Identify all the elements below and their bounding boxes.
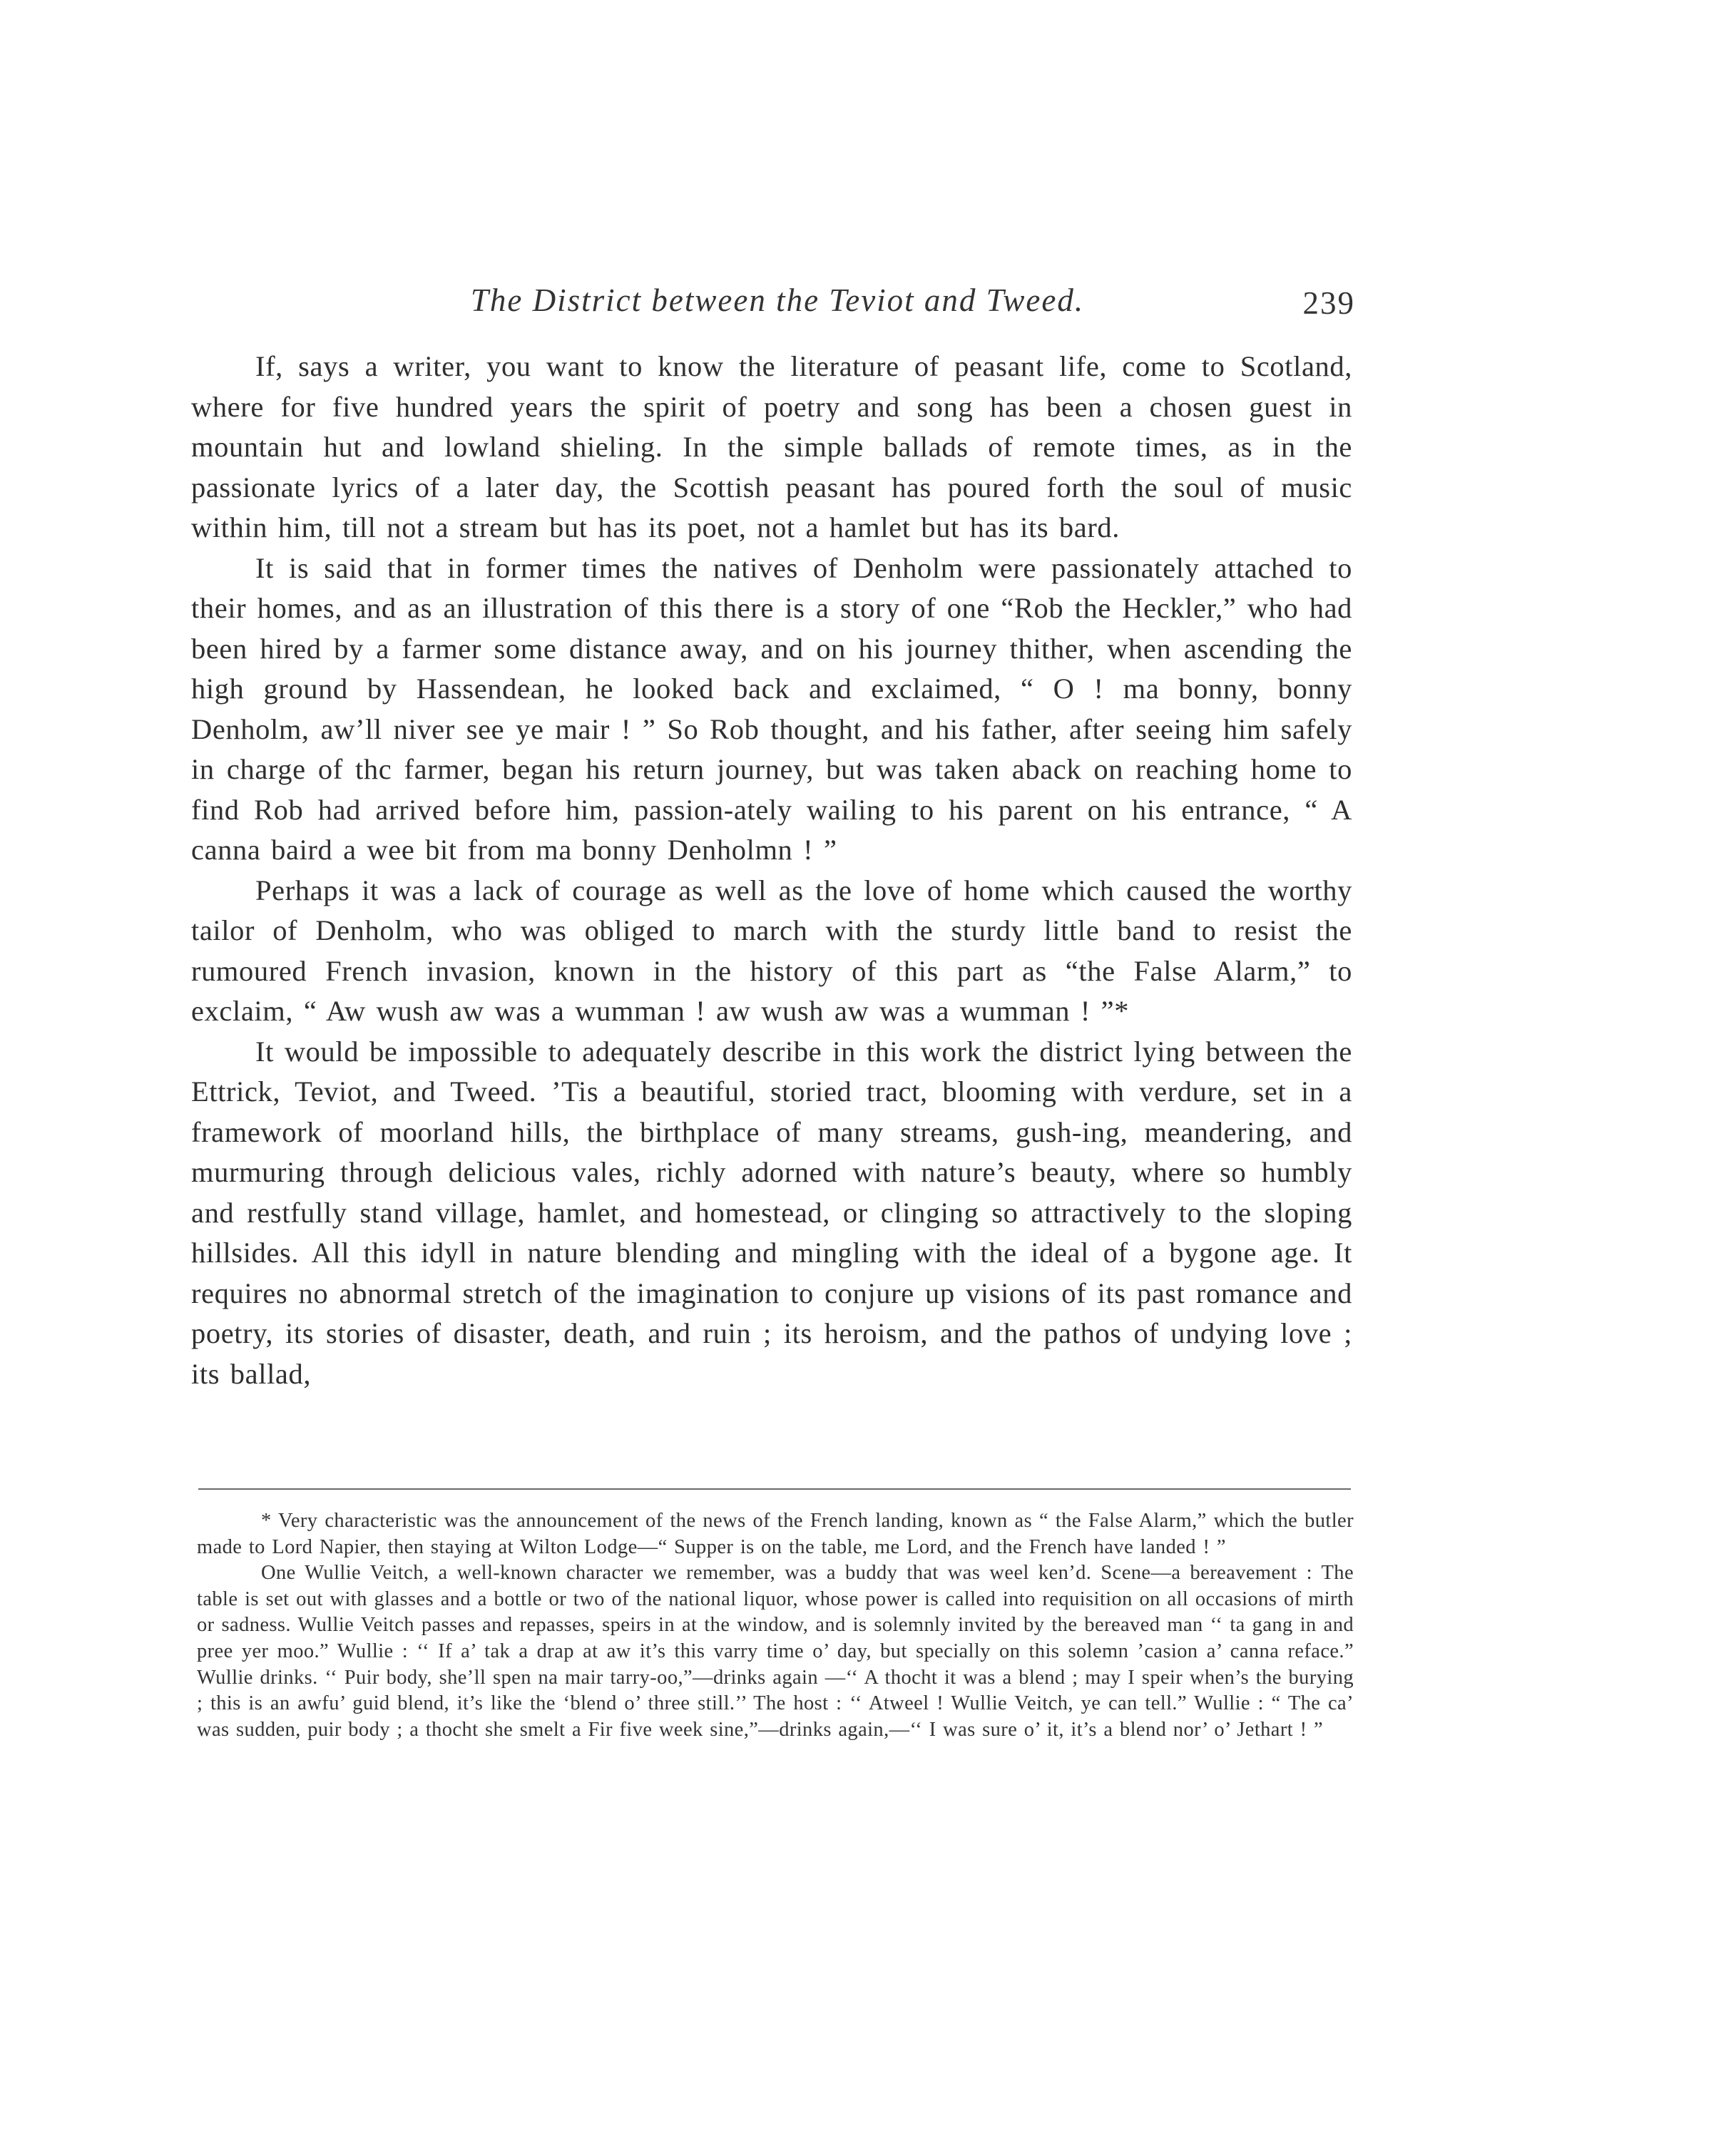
body-paragraph: Perhaps it was a lack of courage as well as the love of home which caused the worthy tailor of Denholm, who was obliged to march with the sturdy little band to resist the rumoured French invasion, known in the history of this part as “the False Alarm,” to exclaim, “ Aw wush aw was a wumman ! aw wush aw was a wumman ! ”* [191, 874, 1352, 1027]
body-paragraph: It would be impossible to adequately describe in this work the district lying between the Ettrick, Teviot, and Tweed. ’Tis a beautiful, storied tract, blooming with verdure, set in a framework of moorland hills, the birthplace of many streams, gush-ing, meandering, and murmuring through delicious vales, richly adorned with nature’s beauty, where so humbly and restfully stand village, hamlet, and homestead, or clinging so attractively to the sloping hillsides. All this idyll in nature blending and mingling with the ideal of a bygone age. It requires no abnormal stretch of the imagination to conjure up visions of its past romance and poetry, its stories of disaster, death, and ruin ; its heroism, and the pathos of undying love ; its ballad, [191, 1035, 1352, 1390]
footnote-paragraph: * Very characteristic was the announcement of the news of the French landing, known as “ the False Alarm,” which the butler made to Lord Napier, then staying at Wilton Lodge—“ Supper is on the table, me Lord, and the French have landed ! ” [197, 1510, 1354, 1558]
body-text [191, 347, 1352, 1394]
running-title: The District between the Teviot and Tweed. [470, 282, 1085, 318]
running-head [200, 282, 1355, 332]
body-paragraph: It is said that in former times the natives of Denholm were passionately attached to their homes, and as an illustration of this there is a story of one “Rob the Heckler,” who had been hired by a farmer some distance away, and on his journey thither, when ascending the high ground by Hassendean, he looked back and exclaimed, “ O ! ma bonny, bonny Denholm, aw’ll niver see ye mair ! ” So Rob thought, and his father, after seeing him safely in charge of thc farmer, began his return journey, but was taken aback on reaching home to find Rob had arrived before him, passion-ately wailing to his parent on his entrance, “ A canna baird a wee bit from ma bonny Denholmn ! ” [191, 551, 1352, 866]
body-paragraph: If, says a writer, you want to know the literature of peasant life, come to Scotland, where for five hundred years the spirit of poetry and song has been a chosen guest in mountain hut and lowland shieling. In the simple ballads of remote times, as in the passionate lyrics of a later day, the Scottish peasant has poured forth the soul of music within him, till not a stream but has its poet, not a hamlet but has its bard. [191, 350, 1352, 543]
footnote-paragraph: One Wullie Veitch, a well-known character we remember, was a buddy that was weel ken’d. Scene—a bereavement : The table is set out with glasses and a bottle or two of the national liquor, whose power is called into requisition on all occasions of mirth or sadness. Wullie Veitch passes and repasses, speirs in at the window, and is solemnly invited by the bereaved man ‘‘ ta gang in and pree yer moo.” Wullie : ‘‘ If a’ tak a drap at aw it’s this varry time o’ day, but specially on this solemn ’casion a’ canna reface.” Wullie drinks. ‘‘ Puir body, she’ll spen na mair tarry-oo,”—drinks again —‘‘ A thocht it was a blend ; may I speir when’s the burying ; this is an awfu’ guid blend, it’s like the ‘blend o’ three still.’’ The host : ‘‘ Atweel ! Wullie Veitch, ye can tell.” Wullie : “ The ca’ was sudden, puir body ; a thocht she smelt a Fir five week sine,”—drinks again,—‘‘ I was sure o’ it, it’s a blend nor’ o’ Jethart ! ” [197, 1562, 1354, 1741]
footnote-rule [198, 1488, 1351, 1490]
page-number: 239 [1302, 285, 1355, 321]
footnotes [197, 1508, 1354, 1743]
